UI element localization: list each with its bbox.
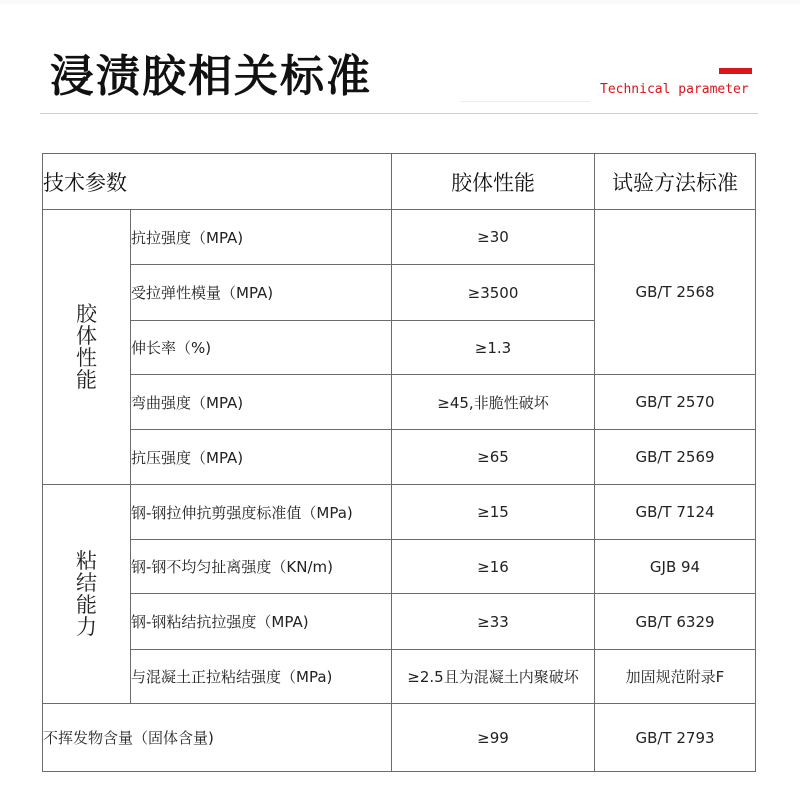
param-name: 钢-钢粘结抗拉强度（MPA)	[131, 594, 392, 650]
param-value: ≥30	[392, 210, 595, 265]
param-value: ≥16	[392, 540, 595, 594]
param-method: GB/T 6329	[595, 594, 756, 650]
param-method: GB/T 2570	[595, 375, 756, 430]
table-row	[43, 704, 756, 772]
param-value: ≥99	[392, 704, 595, 772]
param-value: ≥33	[392, 594, 595, 650]
param-name: 抗压强度（MPA)	[131, 430, 392, 485]
param-method: GB/T 2568	[595, 210, 756, 375]
param-method: GB/T 2793	[595, 704, 756, 772]
header-param: 技术参数	[43, 154, 392, 210]
param-name: 受拉弹性模量（MPA)	[131, 265, 392, 321]
param-value: ≥65	[392, 430, 595, 485]
param-name: 抗拉强度（MPA)	[131, 210, 392, 265]
param-value: ≥15	[392, 485, 595, 540]
group-cell-bonding	[43, 485, 131, 704]
table-header-row	[43, 154, 756, 210]
param-method: 加固规范附录F	[595, 650, 756, 704]
table-row	[43, 485, 756, 540]
spec-table	[42, 153, 756, 772]
param-value: ≥3500	[392, 265, 595, 321]
table-row	[43, 650, 756, 704]
param-name: 与混凝土正拉粘结强度（MPa)	[131, 650, 392, 704]
param-value: ≥45,非脆性破坏	[392, 375, 595, 430]
header-divider	[40, 113, 758, 114]
subtitle: Technical parameter	[600, 82, 749, 97]
param-name: 伸长率（%)	[131, 321, 392, 375]
table-row	[43, 594, 756, 650]
top-rule	[0, 0, 800, 4]
header-performance: 胶体性能	[392, 154, 595, 210]
page-title: 浸渍胶相关标准	[50, 51, 372, 102]
table-row	[43, 430, 756, 485]
group-cell-colloid	[43, 210, 131, 485]
group-label: 胶体性能	[76, 302, 97, 392]
param-name: 钢-钢拉伸抗剪强度标准值（MPa)	[131, 485, 392, 540]
decorative-line	[460, 101, 590, 102]
param-value: ≥1.3	[392, 321, 595, 375]
param-method: GJB 94	[595, 540, 756, 594]
table-row	[43, 210, 756, 265]
param-name: 钢-钢不均匀扯离强度（KN/m)	[131, 540, 392, 594]
param-method: GB/T 2569	[595, 430, 756, 485]
accent-bar	[719, 68, 752, 74]
table-row	[43, 375, 756, 430]
group-label: 粘结能力	[76, 549, 97, 639]
header-method: 试验方法标准	[595, 154, 756, 210]
param-value: ≥2.5且为混凝土内聚破坏	[392, 650, 595, 704]
param-name: 弯曲强度（MPA)	[131, 375, 392, 430]
param-name: 不挥发物含量（固体含量)	[43, 704, 392, 772]
table-row	[43, 540, 756, 594]
param-method: GB/T 7124	[595, 485, 756, 540]
